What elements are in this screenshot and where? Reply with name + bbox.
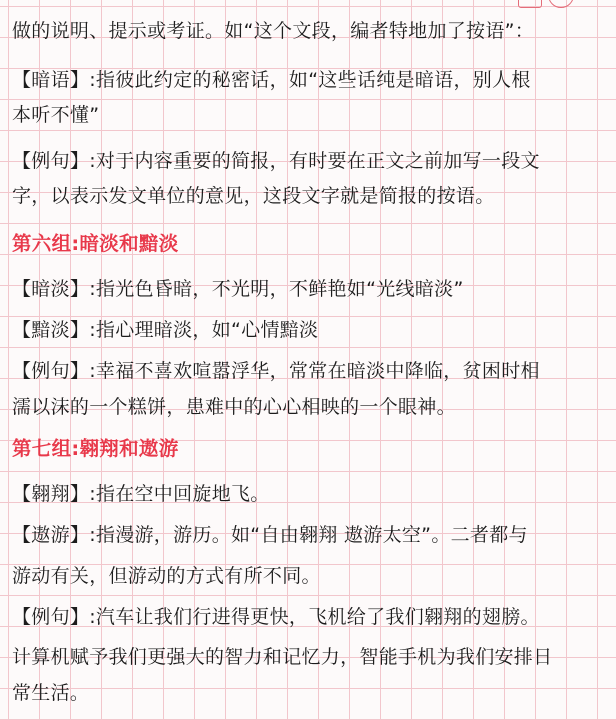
text-line: 【例句】:汽车让我们行进得更快，飞机给了我们翱翔的翅膀。 (12, 606, 540, 628)
text-line: 计算机赋予我们更强大的智力和记忆力，智能手机为我们安排日 (12, 646, 553, 668)
text-line: 字，以表示发文单位的意见，这段文字就是简报的按语。 (12, 185, 495, 207)
top-decoration (518, 0, 576, 6)
text-line: 【例句】:幸福不喜欢喧嚣浮华，常常在暗淡中降临，贫困时相 (12, 360, 540, 382)
decorative-circle-icon (548, 0, 574, 8)
section-heading: 第七组:翱翔和遨游 (12, 437, 179, 460)
section-heading: 第六组:暗淡和黯淡 (12, 232, 179, 255)
text-line: 濡以沫的一个糕饼，患难中的心心相映的一个眼神。 (12, 396, 456, 418)
text-line: 【暗淡】:指光色昏暗，不光明，不鲜艳如“光线暗淡” (12, 278, 464, 300)
text-line: 本听不懂” (12, 104, 100, 126)
decorative-box-icon (518, 0, 542, 8)
text-line: 常生活。 (12, 682, 90, 704)
text-line: 【暗语】:指彼此约定的秘密话，如“这些话纯是暗语，别人根 (12, 69, 531, 91)
text-line: 游动有关，但游动的方式有所不同。 (12, 565, 321, 587)
text-line: 【翱翔】:指在空中回旋地飞。 (12, 483, 270, 505)
text-line: 【例句】:对于内容重要的简报，有时要在正文之前加写一段文 (12, 150, 540, 172)
text-line: 【黯淡】:指心理暗淡，如“心情黯淡 (12, 319, 319, 341)
text-line: 做的说明、提示或考证。如“这个文段，编者特地加了按语”： (12, 20, 535, 42)
text-line: 【遨游】:指漫游，游历。如“自由翱翔 遨游太空”。二者都与 (12, 524, 528, 546)
